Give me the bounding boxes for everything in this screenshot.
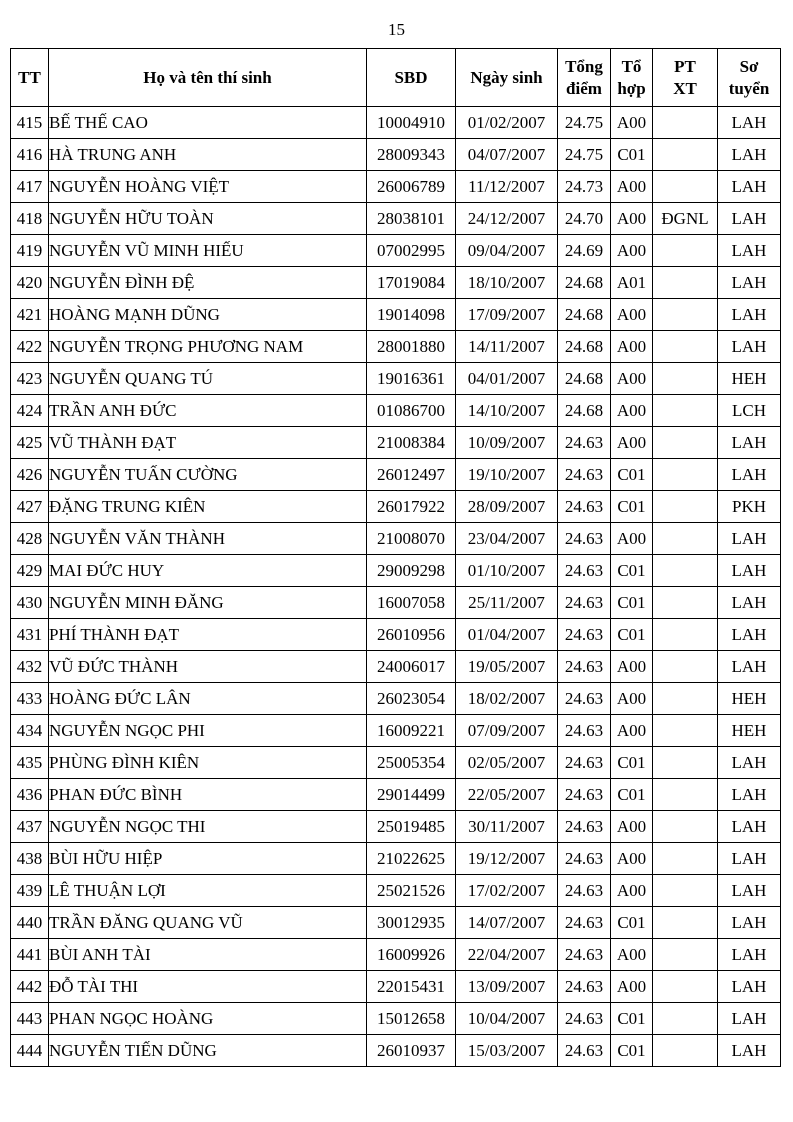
cell-tt: 425 bbox=[11, 427, 49, 459]
cell-unit: LAH bbox=[718, 939, 781, 971]
table-row bbox=[11, 491, 781, 523]
cell-combo: C01 bbox=[611, 779, 653, 811]
cell-sbd: 01086700 bbox=[367, 395, 456, 427]
cell-dob: 04/01/2007 bbox=[456, 363, 558, 395]
cell-score: 24.63 bbox=[558, 587, 611, 619]
cell-dob: 17/02/2007 bbox=[456, 875, 558, 907]
table-row bbox=[11, 299, 781, 331]
cell-name: NGUYỄN MINH ĐĂNG bbox=[49, 587, 367, 619]
cell-name: NGUYỄN TUẤN CƯỜNG bbox=[49, 459, 367, 491]
header-combo-line1: Tổ bbox=[621, 57, 642, 77]
cell-unit: LCH bbox=[718, 395, 781, 427]
cell-score: 24.63 bbox=[558, 491, 611, 523]
cell-dob: 09/04/2007 bbox=[456, 235, 558, 267]
cell-pt bbox=[653, 107, 718, 139]
cell-pt bbox=[653, 779, 718, 811]
cell-sbd: 25005354 bbox=[367, 747, 456, 779]
cell-score: 24.63 bbox=[558, 523, 611, 555]
header-pt bbox=[653, 49, 718, 107]
cell-pt bbox=[653, 683, 718, 715]
cell-combo: A00 bbox=[611, 427, 653, 459]
table-row bbox=[11, 683, 781, 715]
cell-dob: 19/05/2007 bbox=[456, 651, 558, 683]
cell-combo: A00 bbox=[611, 651, 653, 683]
table-row bbox=[11, 747, 781, 779]
table-row bbox=[11, 523, 781, 555]
cell-unit: LAH bbox=[718, 267, 781, 299]
cell-dob: 01/10/2007 bbox=[456, 555, 558, 587]
cell-name: NGUYỄN HỮU TOÀN bbox=[49, 203, 367, 235]
cell-pt bbox=[653, 587, 718, 619]
header-row bbox=[11, 49, 781, 107]
cell-combo: A00 bbox=[611, 235, 653, 267]
cell-score: 24.63 bbox=[558, 811, 611, 843]
table-row bbox=[11, 267, 781, 299]
table-row bbox=[11, 171, 781, 203]
header-pt-line1: PT bbox=[674, 57, 696, 77]
cell-pt bbox=[653, 811, 718, 843]
cell-pt bbox=[653, 555, 718, 587]
cell-sbd: 16009221 bbox=[367, 715, 456, 747]
header-unit-line2: tuyển bbox=[728, 78, 770, 98]
cell-sbd: 29014499 bbox=[367, 779, 456, 811]
cell-combo: C01 bbox=[611, 491, 653, 523]
cell-unit: LAH bbox=[718, 427, 781, 459]
cell-combo: C01 bbox=[611, 555, 653, 587]
cell-unit: LAH bbox=[718, 523, 781, 555]
cell-tt: 441 bbox=[11, 939, 49, 971]
cell-dob: 04/07/2007 bbox=[456, 139, 558, 171]
cell-tt: 442 bbox=[11, 971, 49, 1003]
cell-tt: 439 bbox=[11, 875, 49, 907]
cell-score: 24.69 bbox=[558, 235, 611, 267]
cell-sbd: 16007058 bbox=[367, 587, 456, 619]
header-score-line1: Tổng bbox=[565, 57, 603, 77]
cell-tt: 427 bbox=[11, 491, 49, 523]
cell-pt bbox=[653, 875, 718, 907]
cell-tt: 416 bbox=[11, 139, 49, 171]
cell-unit: LAH bbox=[718, 1003, 781, 1035]
cell-score: 24.75 bbox=[558, 107, 611, 139]
cell-tt: 423 bbox=[11, 363, 49, 395]
cell-pt bbox=[653, 363, 718, 395]
cell-dob: 14/07/2007 bbox=[456, 907, 558, 939]
cell-score: 24.63 bbox=[558, 555, 611, 587]
cell-pt bbox=[653, 491, 718, 523]
cell-pt bbox=[653, 1035, 718, 1067]
cell-dob: 25/11/2007 bbox=[456, 587, 558, 619]
cell-combo: A00 bbox=[611, 715, 653, 747]
cell-unit: LAH bbox=[718, 587, 781, 619]
cell-score: 24.68 bbox=[558, 299, 611, 331]
cell-sbd: 17019084 bbox=[367, 267, 456, 299]
cell-dob: 22/04/2007 bbox=[456, 939, 558, 971]
cell-sbd: 26012497 bbox=[367, 459, 456, 491]
cell-combo: A00 bbox=[611, 939, 653, 971]
cell-score: 24.70 bbox=[558, 203, 611, 235]
cell-pt bbox=[653, 235, 718, 267]
cell-combo: A00 bbox=[611, 203, 653, 235]
cell-score: 24.68 bbox=[558, 395, 611, 427]
cell-name: PHAN ĐỨC BÌNH bbox=[49, 779, 367, 811]
cell-pt bbox=[653, 171, 718, 203]
table-body bbox=[11, 107, 781, 1067]
cell-name: MAI ĐỨC HUY bbox=[49, 555, 367, 587]
cell-dob: 01/02/2007 bbox=[456, 107, 558, 139]
table-row bbox=[11, 107, 781, 139]
candidate-table bbox=[10, 48, 781, 1067]
cell-combo: A00 bbox=[611, 843, 653, 875]
cell-unit: LAH bbox=[718, 843, 781, 875]
cell-pt: ĐGNL bbox=[653, 203, 718, 235]
table-row bbox=[11, 587, 781, 619]
cell-combo: A00 bbox=[611, 171, 653, 203]
cell-dob: 15/03/2007 bbox=[456, 1035, 558, 1067]
cell-unit: LAH bbox=[718, 299, 781, 331]
cell-tt: 429 bbox=[11, 555, 49, 587]
cell-sbd: 26010956 bbox=[367, 619, 456, 651]
cell-sbd: 25019485 bbox=[367, 811, 456, 843]
cell-score: 24.68 bbox=[558, 363, 611, 395]
cell-pt bbox=[653, 299, 718, 331]
cell-tt: 440 bbox=[11, 907, 49, 939]
cell-sbd: 28038101 bbox=[367, 203, 456, 235]
cell-unit: LAH bbox=[718, 459, 781, 491]
cell-pt bbox=[653, 747, 718, 779]
cell-combo: A00 bbox=[611, 395, 653, 427]
table-row bbox=[11, 427, 781, 459]
table-row bbox=[11, 651, 781, 683]
cell-unit: LAH bbox=[718, 651, 781, 683]
cell-pt bbox=[653, 971, 718, 1003]
cell-pt bbox=[653, 459, 718, 491]
cell-tt: 436 bbox=[11, 779, 49, 811]
cell-name: NGUYỄN ĐÌNH ĐỆ bbox=[49, 267, 367, 299]
cell-name: ĐẶNG TRUNG KIÊN bbox=[49, 491, 367, 523]
cell-unit: LAH bbox=[718, 107, 781, 139]
table-row bbox=[11, 139, 781, 171]
table-row bbox=[11, 971, 781, 1003]
table-row bbox=[11, 811, 781, 843]
header-name: Họ và tên thí sinh bbox=[49, 49, 367, 107]
cell-name: NGUYỄN QUANG TÚ bbox=[49, 363, 367, 395]
cell-pt bbox=[653, 267, 718, 299]
cell-combo: A00 bbox=[611, 331, 653, 363]
cell-tt: 415 bbox=[11, 107, 49, 139]
cell-pt bbox=[653, 619, 718, 651]
cell-score: 24.63 bbox=[558, 939, 611, 971]
cell-combo: C01 bbox=[611, 907, 653, 939]
cell-sbd: 30012935 bbox=[367, 907, 456, 939]
cell-unit: LAH bbox=[718, 1035, 781, 1067]
header-dob: Ngày sinh bbox=[456, 49, 558, 107]
table-row bbox=[11, 459, 781, 491]
cell-sbd: 24006017 bbox=[367, 651, 456, 683]
cell-dob: 24/12/2007 bbox=[456, 203, 558, 235]
cell-score: 24.63 bbox=[558, 459, 611, 491]
cell-tt: 419 bbox=[11, 235, 49, 267]
cell-pt bbox=[653, 939, 718, 971]
cell-name: BÙI ANH TÀI bbox=[49, 939, 367, 971]
cell-pt bbox=[653, 331, 718, 363]
cell-sbd: 26023054 bbox=[367, 683, 456, 715]
cell-sbd: 15012658 bbox=[367, 1003, 456, 1035]
cell-unit: HEH bbox=[718, 363, 781, 395]
cell-dob: 10/04/2007 bbox=[456, 1003, 558, 1035]
cell-pt bbox=[653, 843, 718, 875]
cell-combo: A00 bbox=[611, 107, 653, 139]
cell-dob: 19/10/2007 bbox=[456, 459, 558, 491]
cell-tt: 434 bbox=[11, 715, 49, 747]
cell-sbd: 26017922 bbox=[367, 491, 456, 523]
cell-sbd: 22015431 bbox=[367, 971, 456, 1003]
cell-dob: 28/09/2007 bbox=[456, 491, 558, 523]
cell-pt bbox=[653, 523, 718, 555]
cell-name: NGUYỄN HOÀNG VIỆT bbox=[49, 171, 367, 203]
cell-dob: 02/05/2007 bbox=[456, 747, 558, 779]
cell-score: 24.63 bbox=[558, 875, 611, 907]
cell-unit: LAH bbox=[718, 907, 781, 939]
cell-tt: 426 bbox=[11, 459, 49, 491]
cell-sbd: 29009298 bbox=[367, 555, 456, 587]
cell-pt bbox=[653, 395, 718, 427]
cell-score: 24.63 bbox=[558, 747, 611, 779]
cell-unit: LAH bbox=[718, 619, 781, 651]
cell-combo: C01 bbox=[611, 1003, 653, 1035]
cell-combo: C01 bbox=[611, 139, 653, 171]
cell-combo: A00 bbox=[611, 971, 653, 1003]
cell-score: 24.63 bbox=[558, 683, 611, 715]
table-row bbox=[11, 363, 781, 395]
cell-combo: A00 bbox=[611, 811, 653, 843]
cell-tt: 424 bbox=[11, 395, 49, 427]
cell-unit: LAH bbox=[718, 875, 781, 907]
cell-sbd: 16009926 bbox=[367, 939, 456, 971]
cell-sbd: 26006789 bbox=[367, 171, 456, 203]
cell-unit: LAH bbox=[718, 203, 781, 235]
table-row bbox=[11, 1003, 781, 1035]
cell-sbd: 28009343 bbox=[367, 139, 456, 171]
cell-combo: C01 bbox=[611, 459, 653, 491]
cell-name: TRẦN ANH ĐỨC bbox=[49, 395, 367, 427]
cell-dob: 01/04/2007 bbox=[456, 619, 558, 651]
cell-name: HOÀNG ĐỨC LÂN bbox=[49, 683, 367, 715]
cell-name: HOÀNG MẠNH DŨNG bbox=[49, 299, 367, 331]
cell-tt: 443 bbox=[11, 1003, 49, 1035]
cell-tt: 444 bbox=[11, 1035, 49, 1067]
cell-tt: 420 bbox=[11, 267, 49, 299]
cell-name: NGUYỄN VŨ MINH HIẾU bbox=[49, 235, 367, 267]
cell-sbd: 07002995 bbox=[367, 235, 456, 267]
cell-name: NGUYỄN TIẾN DŨNG bbox=[49, 1035, 367, 1067]
cell-score: 24.68 bbox=[558, 267, 611, 299]
table-header bbox=[11, 49, 781, 107]
cell-sbd: 25021526 bbox=[367, 875, 456, 907]
cell-combo: A00 bbox=[611, 683, 653, 715]
cell-tt: 438 bbox=[11, 843, 49, 875]
cell-tt: 433 bbox=[11, 683, 49, 715]
cell-dob: 11/12/2007 bbox=[456, 171, 558, 203]
cell-sbd: 21022625 bbox=[367, 843, 456, 875]
cell-combo: A00 bbox=[611, 299, 653, 331]
cell-name: NGUYỄN VĂN THÀNH bbox=[49, 523, 367, 555]
cell-score: 24.63 bbox=[558, 779, 611, 811]
cell-combo: A00 bbox=[611, 363, 653, 395]
header-combo bbox=[611, 49, 653, 107]
cell-unit: LAH bbox=[718, 811, 781, 843]
cell-dob: 17/09/2007 bbox=[456, 299, 558, 331]
cell-pt bbox=[653, 651, 718, 683]
cell-unit: LAH bbox=[718, 171, 781, 203]
cell-tt: 421 bbox=[11, 299, 49, 331]
cell-combo: A00 bbox=[611, 875, 653, 907]
table-row bbox=[11, 843, 781, 875]
cell-dob: 14/11/2007 bbox=[456, 331, 558, 363]
cell-score: 24.63 bbox=[558, 427, 611, 459]
cell-pt bbox=[653, 715, 718, 747]
cell-pt bbox=[653, 907, 718, 939]
cell-dob: 23/04/2007 bbox=[456, 523, 558, 555]
table-row bbox=[11, 235, 781, 267]
cell-score: 24.63 bbox=[558, 1003, 611, 1035]
cell-sbd: 19016361 bbox=[367, 363, 456, 395]
cell-tt: 422 bbox=[11, 331, 49, 363]
cell-name: LÊ THUẬN LỢI bbox=[49, 875, 367, 907]
cell-name: PHÙNG ĐÌNH KIÊN bbox=[49, 747, 367, 779]
cell-dob: 22/05/2007 bbox=[456, 779, 558, 811]
cell-tt: 432 bbox=[11, 651, 49, 683]
cell-tt: 430 bbox=[11, 587, 49, 619]
cell-sbd: 21008384 bbox=[367, 427, 456, 459]
cell-dob: 10/09/2007 bbox=[456, 427, 558, 459]
header-tt: TT bbox=[11, 49, 49, 107]
table-row bbox=[11, 619, 781, 651]
cell-combo: C01 bbox=[611, 747, 653, 779]
cell-unit: HEH bbox=[718, 715, 781, 747]
cell-score: 24.75 bbox=[558, 139, 611, 171]
header-unit-line1: Sơ bbox=[739, 57, 759, 77]
header-pt-line2: XT bbox=[673, 78, 697, 98]
cell-dob: 30/11/2007 bbox=[456, 811, 558, 843]
page-number: 15 bbox=[388, 20, 405, 39]
cell-score: 24.63 bbox=[558, 907, 611, 939]
cell-sbd: 26010937 bbox=[367, 1035, 456, 1067]
cell-sbd: 19014098 bbox=[367, 299, 456, 331]
cell-unit: HEH bbox=[718, 683, 781, 715]
cell-name: NGUYỄN TRỌNG PHƯƠNG NAM bbox=[49, 331, 367, 363]
cell-unit: LAH bbox=[718, 139, 781, 171]
cell-combo: C01 bbox=[611, 587, 653, 619]
header-score bbox=[558, 49, 611, 107]
cell-name: PHÍ THÀNH ĐẠT bbox=[49, 619, 367, 651]
table-row bbox=[11, 779, 781, 811]
cell-tt: 417 bbox=[11, 171, 49, 203]
cell-name: NGUYỄN NGỌC THI bbox=[49, 811, 367, 843]
header-unit bbox=[718, 49, 781, 107]
cell-tt: 418 bbox=[11, 203, 49, 235]
cell-dob: 18/10/2007 bbox=[456, 267, 558, 299]
cell-score: 24.63 bbox=[558, 843, 611, 875]
cell-unit: LAH bbox=[718, 235, 781, 267]
table-row bbox=[11, 555, 781, 587]
table-row bbox=[11, 907, 781, 939]
cell-dob: 14/10/2007 bbox=[456, 395, 558, 427]
table-row bbox=[11, 331, 781, 363]
cell-name: ĐỖ TÀI THI bbox=[49, 971, 367, 1003]
cell-score: 24.73 bbox=[558, 171, 611, 203]
cell-unit: LAH bbox=[718, 331, 781, 363]
table-row bbox=[11, 395, 781, 427]
cell-score: 24.63 bbox=[558, 715, 611, 747]
cell-combo: C01 bbox=[611, 619, 653, 651]
cell-name: HÀ TRUNG ANH bbox=[49, 139, 367, 171]
cell-name: BẾ THẾ CAO bbox=[49, 107, 367, 139]
cell-pt bbox=[653, 427, 718, 459]
cell-sbd: 21008070 bbox=[367, 523, 456, 555]
table-row bbox=[11, 203, 781, 235]
cell-sbd: 28001880 bbox=[367, 331, 456, 363]
cell-name: PHAN NGỌC HOÀNG bbox=[49, 1003, 367, 1035]
cell-name: VŨ THÀNH ĐẠT bbox=[49, 427, 367, 459]
header-sbd: SBD bbox=[367, 49, 456, 107]
cell-tt: 437 bbox=[11, 811, 49, 843]
cell-name: NGUYỄN NGỌC PHI bbox=[49, 715, 367, 747]
table-row bbox=[11, 715, 781, 747]
cell-name: VŨ ĐỨC THÀNH bbox=[49, 651, 367, 683]
cell-unit: LAH bbox=[718, 555, 781, 587]
cell-score: 24.68 bbox=[558, 331, 611, 363]
table-row bbox=[11, 875, 781, 907]
cell-unit: LAH bbox=[718, 779, 781, 811]
cell-combo: A01 bbox=[611, 267, 653, 299]
cell-dob: 19/12/2007 bbox=[456, 843, 558, 875]
header-combo-line2: hợp bbox=[617, 78, 646, 98]
cell-score: 24.63 bbox=[558, 971, 611, 1003]
table-row bbox=[11, 1035, 781, 1067]
cell-unit: LAH bbox=[718, 971, 781, 1003]
cell-score: 24.63 bbox=[558, 619, 611, 651]
cell-dob: 07/09/2007 bbox=[456, 715, 558, 747]
cell-dob: 18/02/2007 bbox=[456, 683, 558, 715]
cell-combo: C01 bbox=[611, 1035, 653, 1067]
cell-tt: 428 bbox=[11, 523, 49, 555]
cell-unit: PKH bbox=[718, 491, 781, 523]
cell-tt: 435 bbox=[11, 747, 49, 779]
cell-score: 24.63 bbox=[558, 651, 611, 683]
cell-combo: A00 bbox=[611, 523, 653, 555]
cell-dob: 13/09/2007 bbox=[456, 971, 558, 1003]
cell-sbd: 10004910 bbox=[367, 107, 456, 139]
cell-pt bbox=[653, 139, 718, 171]
header-score-line2: điểm bbox=[566, 78, 602, 98]
cell-name: TRẦN ĐĂNG QUANG VŨ bbox=[49, 907, 367, 939]
cell-name: BÙI HỮU HIỆP bbox=[49, 843, 367, 875]
cell-unit: LAH bbox=[718, 747, 781, 779]
cell-score: 24.63 bbox=[558, 1035, 611, 1067]
cell-pt bbox=[653, 1003, 718, 1035]
cell-tt: 431 bbox=[11, 619, 49, 651]
table-row bbox=[11, 939, 781, 971]
